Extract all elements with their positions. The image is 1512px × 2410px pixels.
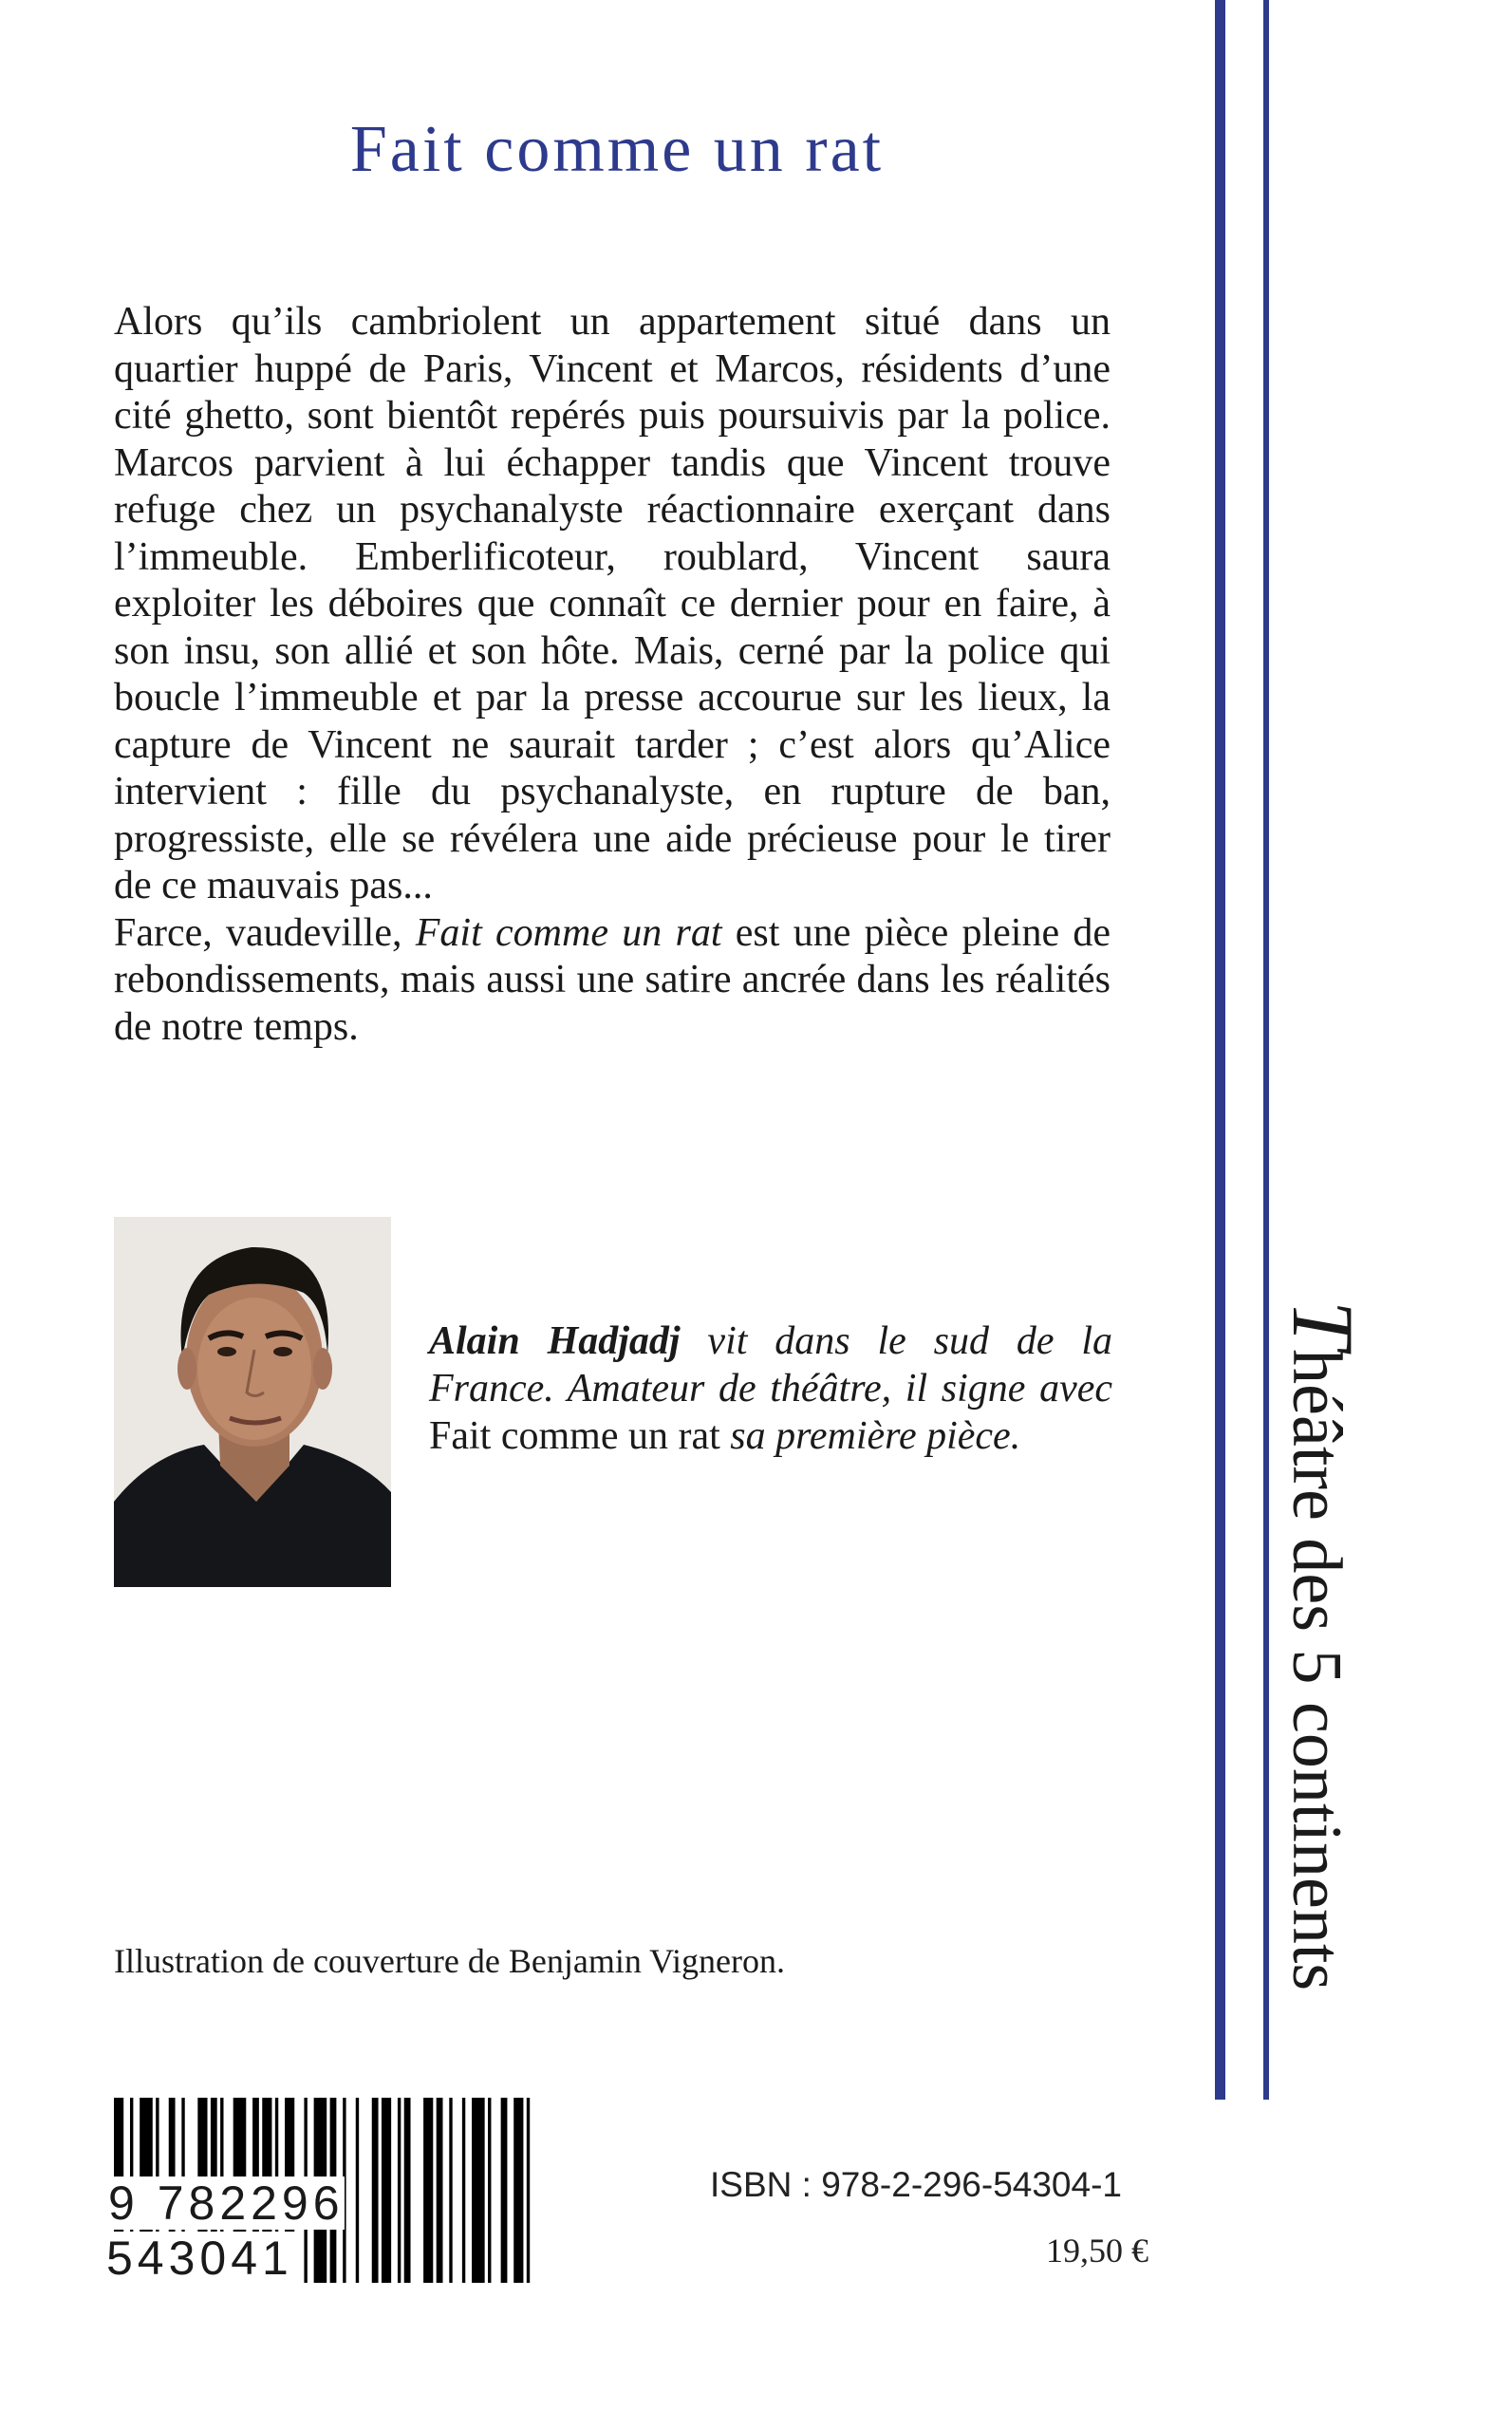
cover-illustration-credit: Illustration de couverture de Benjamin Vigneron. bbox=[114, 1942, 785, 1980]
barcode-digits bbox=[106, 2176, 543, 2286]
collection-rest: héâtre des 5 continents bbox=[1278, 1349, 1355, 1991]
price: 19,50 € bbox=[1046, 2232, 1148, 2270]
back-cover-blurb bbox=[114, 299, 1111, 1051]
blurb-paragraph-2 bbox=[114, 910, 1111, 1052]
blurb-p2-end: est une pièce pleine de rebondissements, mais aussi une satire ancrée dans les réalités de notre temps. bbox=[114, 910, 1111, 1049]
blurb-p2-start: Farce, vaudeville, bbox=[114, 910, 416, 955]
book-title: Fait comme un rat bbox=[349, 113, 885, 186]
barcode-number: 9 782296 543041 bbox=[106, 2176, 345, 2285]
author-bio bbox=[429, 1317, 1112, 1460]
isbn: ISBN : 978-2-296-54304-1 bbox=[710, 2165, 1122, 2204]
blurb-paragraph-1: Alors qu’ils cambriolent un appartement situé dans un quartier huppé de Paris, Vincent et Marcos, résidents d’une cité ghetto, sont bientôt repérés puis poursuivis par la police. Marcos parvient à lui échapper tandis que Vincent trouve refuge chez un psychanalyste réactionnaire exerçant dans l’immeuble. Emberlificoteur, roublard, Vincent saura exploiter les déboires que connaît ce dernier pour en faire, à son insu, son allié et son hôte. Mais, cerné par la police qui boucle l’immeuble et par la presse accourue sur les lieux, la capture de Vincent ne saurait tarder ; c’est alors qu’Alice intervient : fille du psychanalyste, en rupture de ban, progressiste, elle se révélera une aide précieuse pour le tirer de ce mauvais pas... bbox=[114, 300, 1111, 907]
spine-rule-thin bbox=[1263, 0, 1269, 2100]
collection-name bbox=[1271, 1300, 1375, 2107]
collection-initial: T bbox=[1275, 1300, 1372, 1350]
author-bio-title: Fait comme un rat bbox=[429, 1414, 720, 1458]
author-portrait-icon bbox=[114, 1217, 391, 1587]
blurb-p2-title: Fait comme un rat bbox=[415, 910, 722, 955]
author-bio-part-2: sa première pièce. bbox=[719, 1414, 1021, 1458]
author-name: Alain Hadjadj bbox=[429, 1319, 681, 1363]
author-bio-part-1: vit dans le sud de la France. Amateur de théâtre, il signe avec bbox=[429, 1319, 1112, 1411]
author-photo bbox=[114, 1217, 391, 1587]
spine-rule-thick bbox=[1215, 0, 1225, 2100]
